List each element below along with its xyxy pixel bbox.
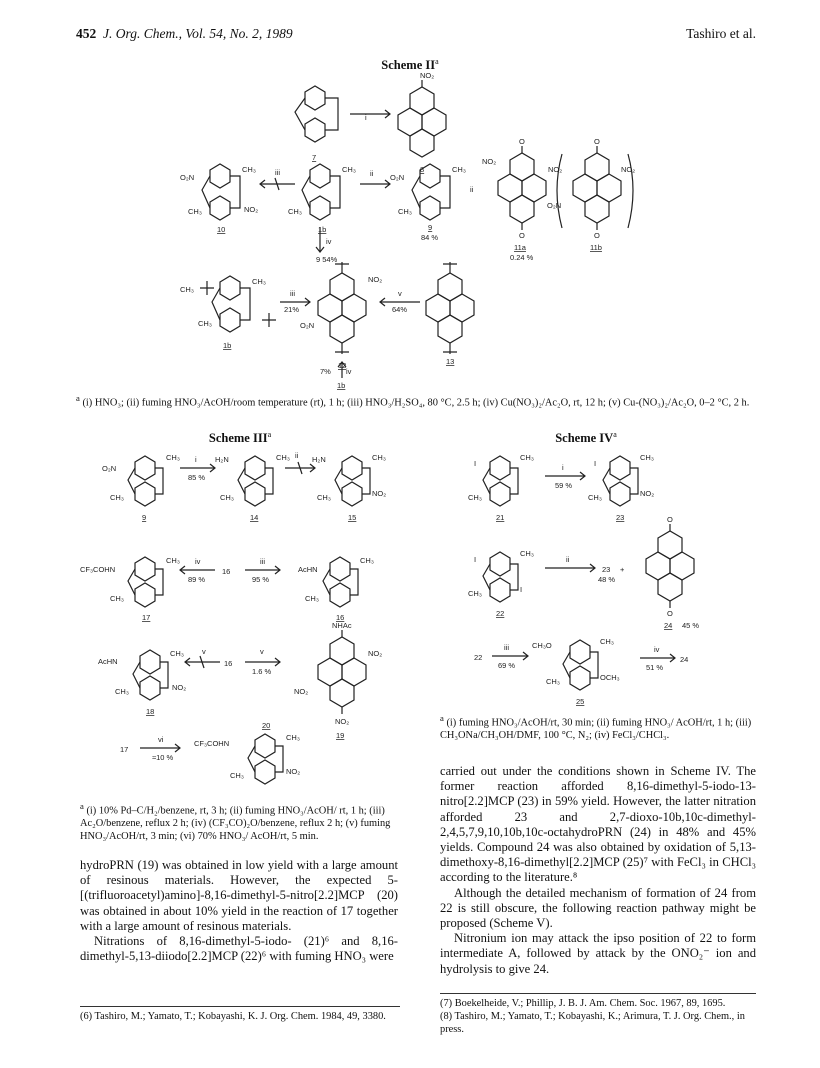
svg-text:v: v xyxy=(398,289,402,298)
compound-24-structure xyxy=(646,524,694,608)
svg-text:i: i xyxy=(195,455,197,464)
svg-text:iii: iii xyxy=(504,643,509,652)
svg-text:16: 16 xyxy=(224,659,233,668)
svg-text:22: 22 xyxy=(474,653,483,662)
svg-text:23: 23 xyxy=(616,513,625,522)
svg-text:1b: 1b xyxy=(223,341,232,350)
svg-text:84 %: 84 % xyxy=(421,233,439,242)
svg-text:ii: ii xyxy=(295,451,299,460)
svg-text:iv: iv xyxy=(346,367,352,376)
svg-text:CH₃: CH₃ xyxy=(220,493,234,502)
svg-text:CF₃COHN: CF₃COHN xyxy=(80,565,116,574)
compound-11b-structure xyxy=(573,146,621,230)
svg-text:≈10 %: ≈10 % xyxy=(152,753,174,762)
svg-text:AcHN: AcHN xyxy=(98,657,118,666)
svg-text:11b: 11b xyxy=(590,243,602,252)
scheme-4-title: Scheme $IV^a$ xyxy=(555,430,617,446)
svg-text:25: 25 xyxy=(576,697,585,706)
svg-text:17: 17 xyxy=(142,613,151,622)
compound-20-structure xyxy=(248,734,283,784)
compound-7-structure xyxy=(295,86,338,142)
compound-21-structure xyxy=(483,456,518,506)
svg-text:O: O xyxy=(667,609,673,618)
svg-text:CH₃: CH₃ xyxy=(520,549,534,558)
scheme-4-diagram xyxy=(460,448,740,708)
svg-text:21: 21 xyxy=(496,513,505,522)
svg-text:i: i xyxy=(562,463,564,472)
svg-text:NO₂: NO₂ xyxy=(368,649,383,658)
svg-text:24: 24 xyxy=(664,621,673,630)
svg-text:CH₃: CH₃ xyxy=(360,556,374,565)
svg-text:59 %: 59 % xyxy=(555,481,573,490)
left-footnote-rule xyxy=(80,1006,400,1007)
svg-text:22: 22 xyxy=(496,609,505,618)
svg-text:1b: 1b xyxy=(337,381,346,390)
svg-text:CH₃: CH₃ xyxy=(286,733,300,742)
svg-text:NO₂: NO₂ xyxy=(548,165,563,174)
svg-text:51 %: 51 % xyxy=(646,663,664,672)
svg-text:NO₂: NO₂ xyxy=(368,275,383,284)
svg-text:1.6 %: 1.6 % xyxy=(252,667,272,676)
svg-text:14: 14 xyxy=(250,513,259,522)
svg-text:CH₃: CH₃ xyxy=(110,493,124,502)
svg-text:1b: 1b xyxy=(318,225,327,234)
svg-text:O: O xyxy=(594,137,600,146)
svg-text:8: 8 xyxy=(420,165,425,174)
compound-13-structure xyxy=(426,262,474,354)
journal-citation: J. Org. Chem., Vol. 54, No. 2, 1989 xyxy=(103,26,293,41)
svg-text:H₂N: H₂N xyxy=(312,455,326,464)
right-paragraph-1: carried out under the conditions shown in Scheme IV. The former reaction afforded 8,16-dimethyl-5-iodo-13-nitro[2.2]MCP (23) in 59% yield. However, the latter nitration afforded 23 and 2,7-dioxo-10b,10c-dimethyl-2,4,5,7,9,10,10b,10c-octahydroPRN (24) in 48% and 45% yields. Compound 24 was also obtained by oxidation of 5,13-dimethoxy-8,16-dimethyl[2.2]MCP (25)⁷ with FeCl₃ in CHCl₃ according to the literature.⁸ xyxy=(440,764,756,885)
svg-text:17: 17 xyxy=(120,745,129,754)
svg-text:10: 10 xyxy=(217,225,226,234)
svg-text:O₂N: O₂N xyxy=(300,321,315,330)
svg-text:9: 9 xyxy=(428,223,433,232)
left-paragraph-2: Nitrations of 8,16-dimethyl-5-iodo- (21)⁶ and 8,16-dimethyl-5,13-diiodo[2.2]MCP (22)⁶ with fuming HNO₃ were xyxy=(80,934,398,964)
svg-text:15: 15 xyxy=(348,513,357,522)
svg-text:iv: iv xyxy=(326,237,332,246)
svg-text:7%: 7% xyxy=(320,367,331,376)
right-paragraph-3: Nitronium ion may attack the ipso position of 22 to form intermediate A, followed by attack by the ONO₂⁻ ion and hydrolysis to give 24. xyxy=(440,931,756,976)
page-header-left xyxy=(76,26,293,42)
svg-text:I: I xyxy=(520,585,523,594)
svg-text:CH₃: CH₃ xyxy=(546,677,560,686)
svg-text:O: O xyxy=(594,231,600,240)
svg-text:CH₃: CH₃ xyxy=(188,207,202,216)
svg-text:NO₂: NO₂ xyxy=(244,205,259,214)
svg-text:i: i xyxy=(365,113,367,122)
svg-text:16: 16 xyxy=(336,613,345,622)
svg-text:O₂N: O₂N xyxy=(390,173,405,182)
running-head-authors: Tashiro et al. xyxy=(686,26,756,41)
footnote-6: (6) Tashiro, M.; Yamato, T.; Kobayashi, K. J. Org. Chem. 1984, 49, 3380. xyxy=(80,1011,386,1022)
right-column-body xyxy=(440,764,756,977)
svg-text:ii: ii xyxy=(566,555,570,564)
svg-text:iii: iii xyxy=(260,557,265,566)
svg-text:9 54%: 9 54% xyxy=(316,255,338,264)
svg-text:NO₂: NO₂ xyxy=(172,683,187,692)
scheme-3-diagram xyxy=(80,448,410,793)
svg-text:NO₂: NO₂ xyxy=(286,767,301,776)
svg-text:AcHN: AcHN xyxy=(298,565,318,574)
svg-text:85 %: 85 % xyxy=(188,473,206,482)
svg-text:O₂N: O₂N xyxy=(102,464,117,473)
svg-text:CH₃: CH₃ xyxy=(276,453,290,462)
compound-18-structure xyxy=(133,650,168,700)
svg-text:NO₂: NO₂ xyxy=(621,165,636,174)
svg-text:95 %: 95 % xyxy=(252,575,270,584)
svg-text:CH₃: CH₃ xyxy=(452,165,466,174)
page-number: 452 xyxy=(76,26,97,41)
compound-10-structure xyxy=(202,164,240,220)
svg-text:11a: 11a xyxy=(514,243,526,252)
compound-15-structure xyxy=(335,456,370,506)
svg-text:CH₃: CH₃ xyxy=(170,649,184,658)
left-column-body xyxy=(80,858,398,964)
compound-8-structure xyxy=(398,80,446,157)
scheme-2-diagram xyxy=(180,72,650,390)
svg-text:CH₃: CH₃ xyxy=(640,453,654,462)
svg-text:CH₃: CH₃ xyxy=(398,207,412,216)
compound-19-structure xyxy=(318,630,366,714)
compound-23-structure xyxy=(603,456,638,506)
scheme-2-footnote: $^a$ (i) HNO₃; (ii) fuming HNO₃/AcOH/room temperature (rt), 1 h; (iii) HNO₃/H₂SO₄, 80 °C, 2.5 h; (iv) Cu(NO₃)₂/Ac₂O, rt, 12 h; (v) Cu-(NO₃)₂/Ac₂O, 0–2 °C, 2 h. xyxy=(76,393,750,409)
svg-text:OCH₃: OCH₃ xyxy=(600,673,620,682)
svg-text:13: 13 xyxy=(446,357,455,366)
svg-text:vi: vi xyxy=(158,735,164,744)
footnotes-right xyxy=(440,997,756,1036)
svg-text:CH₃: CH₃ xyxy=(115,687,129,696)
svg-text:CH₃: CH₃ xyxy=(110,594,124,603)
svg-text:64%: 64% xyxy=(392,305,408,314)
svg-text:21%: 21% xyxy=(284,305,300,314)
svg-text:20: 20 xyxy=(262,721,271,730)
svg-text:9: 9 xyxy=(142,513,147,522)
svg-text:O: O xyxy=(667,515,673,524)
svg-text:NO₂: NO₂ xyxy=(420,72,435,80)
svg-text:CH₃: CH₃ xyxy=(230,771,244,780)
svg-text:24: 24 xyxy=(680,655,689,664)
svg-text:O: O xyxy=(519,137,525,146)
right-paragraph-2: Although the detailed mechanism of formation of 24 from 22 is still obscure, the following reaction pathway might be proposed (Scheme V). xyxy=(440,885,756,931)
svg-text:CH₃: CH₃ xyxy=(180,285,194,294)
svg-text:iii: iii xyxy=(290,289,295,298)
svg-text:69 %: 69 % xyxy=(498,661,516,670)
svg-text:16: 16 xyxy=(222,567,231,576)
svg-text:12: 12 xyxy=(338,361,347,370)
scheme-2-title: Scheme $II^a$ xyxy=(381,57,439,73)
svg-text:CH₃: CH₃ xyxy=(242,165,256,174)
svg-text:45 %: 45 % xyxy=(682,621,700,630)
svg-text:48 %: 48 % xyxy=(598,575,616,584)
compound-25-structure xyxy=(563,640,598,690)
svg-text:CH₃: CH₃ xyxy=(252,277,266,286)
svg-text:ii: ii xyxy=(470,185,474,194)
svg-text:CH₃O: CH₃O xyxy=(532,641,552,650)
svg-text:H₂N: H₂N xyxy=(215,455,229,464)
svg-text:CH₃: CH₃ xyxy=(305,594,319,603)
compound-1a-structure xyxy=(302,164,340,220)
compound-9-structure xyxy=(128,456,163,506)
right-footnote-rule xyxy=(440,993,756,994)
scheme-3-title: Scheme III$^a$ xyxy=(208,430,272,446)
svg-text:CH₃: CH₃ xyxy=(600,637,614,646)
compound-12-structure xyxy=(318,262,366,354)
svg-text:v: v xyxy=(260,647,264,656)
svg-text:I: I xyxy=(594,459,597,468)
svg-text:I: I xyxy=(474,459,477,468)
svg-text:iv: iv xyxy=(654,645,660,654)
svg-text:19: 19 xyxy=(336,731,345,740)
svg-text:v: v xyxy=(202,647,206,656)
svg-text:NO₂: NO₂ xyxy=(335,717,350,726)
svg-text:O: O xyxy=(519,231,525,240)
compound-14-structure xyxy=(238,456,273,506)
scheme-4-footnote: $^a$ (i) fuming HNO₃/AcOH/rt, 30 min; (ii) fuming HNO₃/ AcOH/rt, 1 h; (iii) CH₃ONa/CH₃OH/DMF, 100 °C, N₂; (iv) FeCl₃/CHCl₃. xyxy=(440,713,752,742)
svg-text:CH₃: CH₃ xyxy=(166,453,180,462)
footnote-8: (8) Tashiro, M.; Yamato, T.; Kobayashi, K.; Arimura, T. J. Org. Chem., in press. xyxy=(440,1011,745,1035)
svg-text:NO₂: NO₂ xyxy=(372,489,387,498)
svg-text:0.24 %: 0.24 % xyxy=(510,253,534,262)
svg-text:CH₃: CH₃ xyxy=(588,493,602,502)
compound-9-structure xyxy=(412,164,450,220)
svg-text:NO₂: NO₂ xyxy=(294,687,309,696)
svg-text:CH₃: CH₃ xyxy=(468,493,482,502)
svg-text:NO₂: NO₂ xyxy=(482,157,497,166)
svg-text:CF₃COHN: CF₃COHN xyxy=(194,739,230,748)
svg-text:89 %: 89 % xyxy=(188,575,206,584)
svg-text:23: 23 xyxy=(602,565,611,574)
svg-text:CH₃: CH₃ xyxy=(166,556,180,565)
svg-text:CH₃: CH₃ xyxy=(342,165,356,174)
compound-17-structure xyxy=(128,557,163,607)
svg-text:CH₃: CH₃ xyxy=(317,493,331,502)
svg-text:I: I xyxy=(474,555,477,564)
svg-text:CH₃: CH₃ xyxy=(468,589,482,598)
scheme-3-footnote: $^a$ (i) 10% Pd–C/H₂/benzene, rt, 3 h; (ii) fuming HNO₃/AcOH/ rt, 1 h; (iii) Ac₂O/benzene, reflux 2 h; (iv) (CF₃CO)₂O/benzene, reflux 2 h; (v) fuming HNO₃/AcOH/rt, 3 min; (vi) 70% HNO₃/ AcOH/rt, 5 min. xyxy=(80,801,391,843)
svg-text:NO₂: NO₂ xyxy=(640,489,655,498)
svg-text:7: 7 xyxy=(312,153,317,162)
svg-text:iv: iv xyxy=(195,557,201,566)
compound-22-structure xyxy=(483,552,518,602)
svg-text:CH₃: CH₃ xyxy=(288,207,302,216)
svg-text:18: 18 xyxy=(146,707,155,716)
svg-text:iii: iii xyxy=(275,168,280,177)
svg-text:O₂N: O₂N xyxy=(547,201,562,210)
svg-text:ii: ii xyxy=(370,169,374,178)
svg-text:+: + xyxy=(620,565,625,574)
left-paragraph-1: hydroPRN (19) was obtained in low yield with a large amount of resinous materials. However, the expected 5-[(trifluoroacetyl)amino]-8,16-dimethyl-5-nitro[2.2]MCP (20) was obtained in about 10% yield in the reaction of 17 together with a large amount of resinous materials. xyxy=(80,858,398,933)
footnote-7: (7) Boekelheide, V.; Phillip, J. B. J. Am. Chem. Soc. 1967, 89, 1695. xyxy=(440,998,726,1009)
svg-text:CH₃: CH₃ xyxy=(198,319,212,328)
svg-text:CH₃: CH₃ xyxy=(520,453,534,462)
compound-16-structure xyxy=(323,557,358,607)
compound-11a-structure xyxy=(498,146,546,230)
svg-text:CH₃: CH₃ xyxy=(372,453,386,462)
svg-text:NHAc: NHAc xyxy=(332,621,352,630)
svg-text:O₂N: O₂N xyxy=(180,173,195,182)
